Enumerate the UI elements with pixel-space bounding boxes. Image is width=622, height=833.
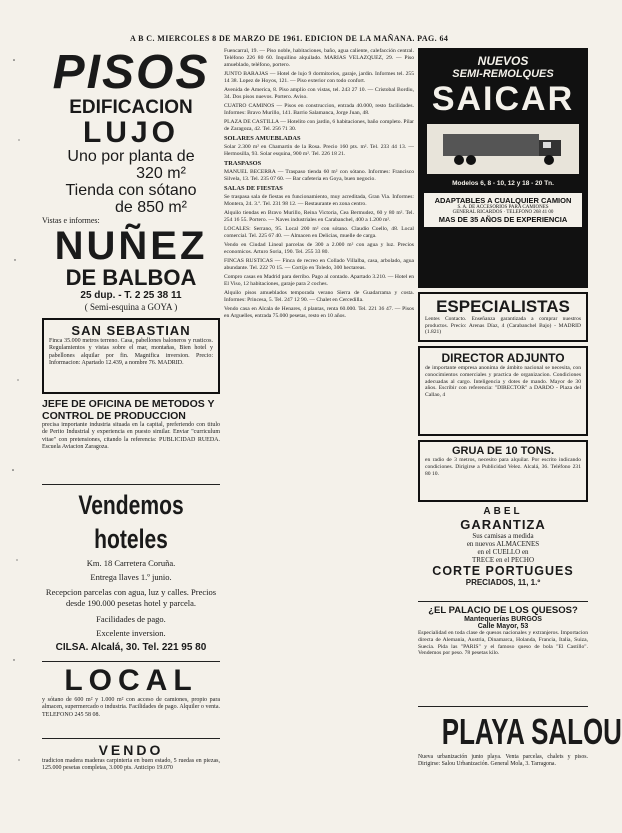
saicar-l5: ADAPTABLES A CUALQUIER CAMION — [434, 196, 572, 205]
hoteles-ad — [42, 488, 220, 658]
classified-text: FINCAS RUSTICAS — Finca de recreo en Collado Villalba, casa, arbolado, agua abundante. Tel. 222 70 15. — Cortijo en Toledo, 300 hectareas. — [224, 258, 414, 271]
esp-body: Lentes Contacto. Enseñanza garantizada a comprar nuestros productos. Precio: Arenas Díaz, 4 (Carabanchel Bajo) - MADRID (1.821) — [425, 316, 581, 336]
playa-salou-ad — [418, 710, 622, 790]
abel-ad — [418, 506, 588, 598]
classified-text: Compro casas en Madrid para derribo. Pago al contado. Apartado 3.210. — Hotel en El Viso, 12 habitaciones, garaje para 2 coches. — [224, 274, 414, 287]
left-column — [42, 48, 220, 818]
section-heading: SALAS DE FIESTAS — [224, 185, 283, 192]
playa-body: Nueva urbanización junto playa. Venta parcelas, chalets y pisos. Dirigirse: Salou Urbanización. General Mola, 3. Tarragona. — [418, 754, 588, 767]
jefe-ad — [42, 398, 220, 480]
esp-title: ESPECIALISTAS — [436, 297, 570, 316]
hoteles-l1: Km. 18 Carretera Coruña. — [86, 558, 176, 568]
saicar-ad — [418, 48, 588, 288]
abel-l7: CORTE PORTUGUES — [432, 564, 574, 578]
sanseb-body: Finca 35.000 metros terreno. Casa, pabellones baloneros y rusticos. Regulamientos y vistas sobre el mar, montañas, Bien hotel y pabellones alquilar por fin. Magnifica inversion. Precio: Informacion: Apartado 12.439, a nombre 76. MADRID. — [49, 338, 213, 367]
classified-text: Alquilo pisos amueblados temporada verano Sierra de Guadarrama y costa. Informes: Princesa, 5. Tel. 247 12 90. — Chalet en Cercedilla. — [224, 290, 414, 303]
page-edge-speckle — [10, 0, 24, 833]
hoteles-l6: CILSA. Alcalá, 30. Tel. 221 95 80 — [55, 642, 207, 653]
classified-text: CUATRO CAMINOS — Pisos en construccion, entrada 40.000, resto facilidades. Informes: Bravo Murillo, 141. Barrio Salamanca, Jorge Juan, 48. — [224, 103, 414, 116]
saicar-l4: Modelos 6, 8 - 10, 12 y 18 - 20 Tn. — [452, 180, 554, 187]
divider — [42, 484, 220, 485]
pisos-l3: Uno por planta de — [67, 148, 195, 165]
classified-text: MANUEL BECERRA — Traspaso tienda 60 m² con sótano. Informes: Francisco Silvela, 13. Tel. 235 07 60. — Bar cafeteria en Goya, buen negocio. — [224, 169, 414, 182]
classified-text: LOCALES: Serrano, 95. Local 200 m² con sótano. Claudio Coello, 48. Local comercial. Tel. 225 67 40. — Almacen en Delicias, muelle de carga. — [224, 226, 414, 239]
abel-l3: Sus camisas a medida — [472, 532, 534, 540]
vendo-ad — [42, 742, 220, 802]
director-ad — [418, 346, 588, 436]
saicar-l3: SAICAR — [431, 80, 575, 118]
pisos-line2: LUJO — [82, 116, 179, 149]
vendo-title: VENDO — [98, 742, 164, 758]
section-heading: TRASPASOS — [224, 160, 262, 167]
divider — [42, 738, 220, 739]
classified-text: Vendo en Ciudad Lineal parcelas de 300 a 2.000 m² con agua y luz. Precios economicos. Arturo Soria, 190. Tel. 255 33 80. — [224, 242, 414, 255]
classifieds-column — [224, 48, 414, 818]
classified-text: Se traspasa sala de fiestas en funcionamiento, muy acreditada, Gran Via. Informes: Montera, 24. 3.º. Tel. 231 98 12. — Restaurante en zona centro. — [224, 194, 414, 207]
hoteles-title: Vendemos hoteles — [78, 490, 184, 554]
saicar-l2: SEMI-REMOLQUES — [452, 68, 554, 80]
pisos-l4: 320 m² — [136, 165, 186, 182]
section-heading: SOLARES AMUEBLADAS — [224, 135, 301, 142]
pisos-l6: de 850 m² — [114, 199, 188, 216]
saicar-l6: S. A. DE ACCESORIOS PARA CAMIONES — [457, 205, 549, 210]
saicar-l7: GENERAL RICARDOS · TELEFONO 268 41 00 — [452, 210, 554, 215]
classified-text: Fuencarral, 19. — Piso noble, habitaciones, baño, agua caliente, calefacción central. Teléfono 226 80 60. Inquilino alquilado. MARIAS VELAZQUEZ, 29. — Piso amueblado, teléfono, portero. — [224, 48, 414, 68]
abel-l1: ABEL — [483, 506, 523, 517]
abel-l4: en nuevos ALMACENES — [466, 540, 540, 548]
abel-l2: GARANTIZA — [460, 517, 546, 532]
pisos-l11: ( Semi-esquina a GOYA ) — [84, 302, 178, 312]
hoteles-l2: Entrega llaves 1.º junio. — [90, 572, 172, 582]
page-header: A B C. MIERCOLES 8 DE MARZO DE 1961. EDICION DE LA MAÑANA. PAG. 64 — [130, 34, 449, 43]
pisos-l10: 25 dup. - T. 2 25 38 11 — [80, 290, 182, 301]
pisos-l8: NUÑEZ — [54, 224, 208, 268]
classified-text: Avenida de America, 8. Piso amplio con vistas, tel. 243 27 10. — Cristobal Bordiu, 34. Dos pisos nuevos. Portero. Aviso. — [224, 87, 414, 100]
classified-text: Solar 2.300 m² en Chamartin de la Rosa. Precio 160 pts. m². Tel. 233 44 13. — Hermosilla, 93. Solar esquina, 900 m². Tel. 226 18 21. — [224, 144, 414, 157]
san-sebastian-ad — [42, 318, 220, 394]
abel-l8: PRECIADOS, 11, 1.º — [465, 578, 541, 587]
quesos-sub: Mantequerías BURGOS — [464, 616, 542, 623]
divider — [418, 706, 588, 707]
right-column — [418, 48, 622, 818]
quesos-sub2: Calle Mayor, 53 — [477, 623, 529, 630]
pisos-l5: Tienda con sótano — [65, 182, 197, 199]
grua-title: GRUA DE 10 TONS. — [451, 445, 555, 457]
jefe-body: precisa importante industria situada en la capital, preferiendo con titulo de Perito Industrial y experiencia en puesto similar. Enviar "curriculum vitae" con pretensiones, citando la referencia: PUBLICIDAD RUEDA. Escuela Aviacion Zaragoza. — [42, 422, 220, 451]
truck-icon — [425, 120, 581, 178]
dir-title: DIRECTOR ADJUNTO — [441, 351, 565, 365]
divider — [418, 601, 588, 602]
saicar-l8: MAS DE 35 AÑOS DE EXPERIENCIA — [438, 215, 568, 224]
quesos-ad — [418, 605, 588, 703]
hoteles-l4: Facilidades de pago. — [96, 614, 166, 624]
grua-body: en radio de 3 metros, necesito para alquilar. Por escrito indicando condiciones. Dirigirse a Publicidad Velez. Alcalá, 36. Teléfono 231 80 10. — [425, 457, 581, 477]
pisos-l9: DE BALBOA — [65, 265, 197, 290]
playa-title: PLAYA SALOU — [441, 711, 622, 752]
especialistas-ad — [418, 292, 588, 342]
grua-ad — [418, 440, 588, 502]
vendo-body: tradicion madera maderas carpinteria en buen estado, 5 ruedas en piezas, 125.000 pesetas completas, 3.000 pts. Anticipo 19.070 — [42, 758, 220, 772]
divider — [42, 661, 220, 662]
quesos-body: Especialidad en toda clase de quesos nacionales y extranjeros. Importacion directa de Alemania, Austria, Dinamarca, Holanda, Francia, Italia, Suiza, Suecia. Pida las "PARIS" y el famoso queso de bola "El Castillo". Vendemos por peso. 78 pesetas kilo. — [418, 630, 588, 657]
saicar-footer — [424, 193, 582, 227]
classified-text: Vendo casa en Alcala de Henares, 4 plantas, renta 60.000. Tel. 221 36 47. — Pisos en Arguelles, entrada 75.000 pesetas, resto en 10 años. — [224, 306, 414, 319]
sanseb-title: SAN SEBASTIAN — [71, 323, 191, 338]
classified-text: Alquilo tiendas en Bravo Murillo, Reina Victoria, Cea Bermudez, 60 y 80 m². Tel. 254 16 55. Portero. — Naves industriales en Carabanchel, 400 a 1.200 m². — [224, 210, 414, 223]
pisos-ad — [42, 48, 220, 318]
dir-body: de importante empresa anonima de ámbito nacional se necesita, con conocimientos comerciales y practica de organizacion. Condiciones adecuadas al cargo. Inteligencia y dotes de mando. Mayor de 30 años. Escribir con referencia: "DIRECTOR" a DARDO - Plaza del Callao, 4 — [425, 365, 581, 399]
quesos-title: ¿EL PALACIO DE LOS QUESOS? — [428, 605, 578, 616]
abel-l5: en el CUELLO en — [477, 548, 529, 556]
classified-text: JUNTO BARAJAS — Hotel de lujo 9 dormitorios, garaje, jardin. Informes tel. 255 14 38. Lopez de Hoyos, 121. — Piso exterior con todo confort. — [224, 71, 414, 84]
abel-l6: TRECE en el PECHO — [471, 556, 535, 564]
hoteles-l3: Recepcion parcelas con agua, luz y calles. Precios desde 190.000 pesetas hotel y parcela. — [45, 587, 217, 608]
pisos-title: PISOS — [52, 46, 210, 99]
local-title: LOCAL — [64, 664, 198, 697]
jefe-title: JEFE DE OFICINA DE METODOS Y CONTROL DE PRODUCCION — [42, 398, 215, 422]
saicar-l1: NUEVOS — [477, 54, 529, 68]
hoteles-l5: Excelente inversion. — [96, 628, 166, 638]
classified-text: PLAZA DE CASTILLA — Hotelito con jardin, 6 habitaciones, baño completo. Pilar de Zaragoza, 42. Tel. 256 71 30. — [224, 119, 414, 132]
local-body: y sótano de 600 m² y 1.000 m² con acceso de camiones, propio para almacen, supermercado o industria. Facilidades de pago. Alquiler o venta. TELEFONO 245 58 08. — [42, 697, 220, 718]
pisos-line1: EDIFICACION — [69, 97, 193, 118]
local-ad — [42, 665, 220, 735]
pisos-l7: Vistas e informes: — [42, 216, 100, 225]
